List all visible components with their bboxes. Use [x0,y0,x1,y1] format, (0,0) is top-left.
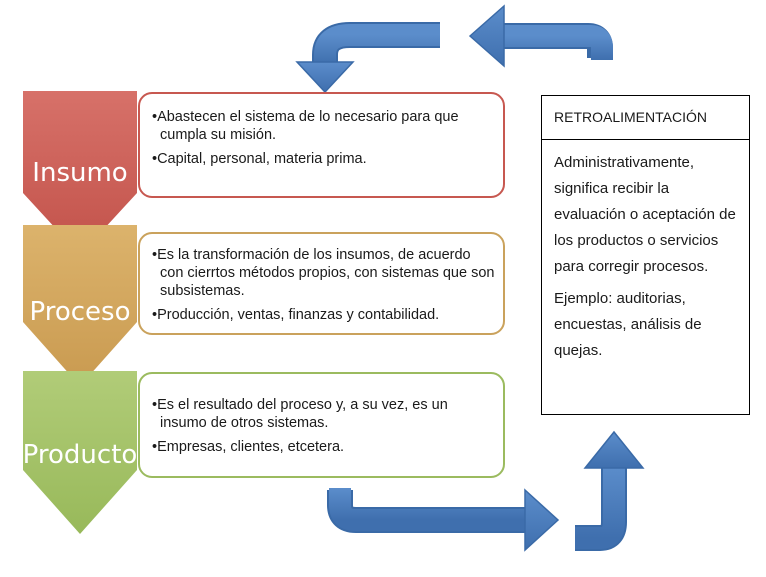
feedback-box [541,95,750,415]
stage-label-producto: Producto [22,440,138,470]
stage-label-insumo: Insumo [32,158,128,188]
feedback-paragraph-2: Ejemplo: auditorias, encuestas, análisis de quejas. [554,290,702,359]
insumo-bullet-2: •Capital, personal, materia prima. [152,151,367,167]
producto-bullet-1: •Es el resultado del proceso y, a su vez, es un insumo de otros sistemas. [152,397,448,431]
stage-box-proceso [138,232,505,335]
feedback-arrow-top-icon [297,6,602,92]
feedback-title: RETROALIMENTACIÓN [542,96,749,140]
feedback-paragraph-1: Administrativamente, significa recibir la evaluación o aceptación de los productos o servicios para corregir procesos. [554,154,736,275]
proceso-bullet-1: •Es la transformación de los insumos, de acuerdo con cierrtos métodos propios, con sistemas que son subsistemas. [152,247,495,299]
stage-box-insumo [138,92,505,198]
stage-label-proceso: Proceso [29,297,131,327]
proceso-bullet-2: •Producción, ventas, finanzas y contabilidad. [152,307,440,323]
stage-box-producto [138,372,505,478]
producto-bullet-2: •Empresas, clientes, etcetera. [152,439,345,455]
insumo-bullet-1: •Abastecen el sistema de lo necesario para que cumpla su misión. [152,109,459,143]
